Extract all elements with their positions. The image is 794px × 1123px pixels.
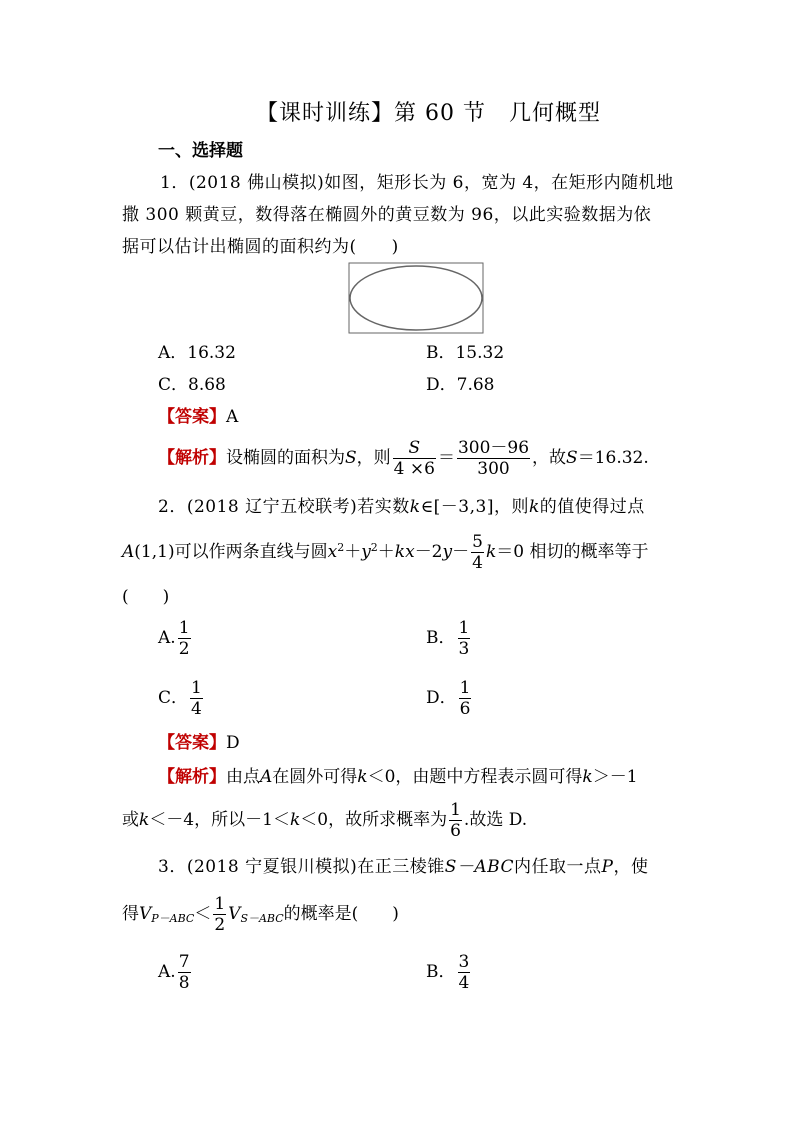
q1-line-2: 撒 300 颗黄豆，数得落在椭圆外的黄豆数为 96，以此实验数据为依 [122, 205, 652, 225]
subscript: P－ABC [151, 912, 195, 925]
operator: ＜ [194, 904, 212, 924]
option-label: A. [158, 628, 176, 648]
var-k: k [357, 767, 368, 787]
q3-text: 的概率是( ) [283, 904, 399, 924]
q1-option-b: B．15.32 [426, 343, 505, 363]
section-heading: 一、选择题 [158, 141, 243, 161]
q2-answer [158, 732, 240, 754]
q2-option-a [158, 616, 193, 660]
fraction-numerator: 300－96 [457, 438, 530, 458]
fraction-denominator: 6 [459, 699, 471, 719]
q3-line-2 [122, 892, 399, 936]
fraction-numerator: 5 [472, 532, 483, 552]
fraction [458, 618, 471, 659]
fraction-denominator: 2 [214, 915, 226, 935]
point-a: A [122, 542, 135, 562]
point-a: A [260, 767, 273, 787]
q2-text: (1,1)可以作两条直线与圆 [134, 542, 328, 562]
option-label: C． [158, 688, 189, 708]
q3-option-b [426, 950, 472, 994]
subscript: S－ABC [240, 912, 284, 925]
analysis-text: 设椭圆的面积为 [226, 448, 345, 468]
q2-option-d [426, 676, 473, 720]
var-k: k [289, 810, 301, 830]
fraction [178, 618, 191, 659]
fraction-numerator: 1 [459, 678, 471, 698]
q1-line-3: 据可以估计出椭圆的面积约为( ) [122, 237, 399, 257]
q1-option-a: A．16.32 [158, 343, 236, 363]
var-v: V [228, 904, 241, 924]
fraction-denominator: 300 [477, 459, 510, 479]
option-label: A. [158, 962, 176, 982]
fraction [190, 678, 203, 719]
var-k: k [139, 810, 150, 830]
var-k: k [528, 497, 540, 517]
option-label: B． [426, 628, 456, 648]
q3-option-a [158, 950, 193, 994]
fraction-numerator: 1 [214, 894, 226, 914]
option-label: D． [426, 688, 457, 708]
fraction-numerator: 7 [178, 952, 190, 972]
fraction-numerator: 1 [178, 618, 190, 638]
fraction-denominator: 3 [458, 639, 470, 659]
option-label: B． [426, 962, 456, 982]
q2-analysis-line-2 [122, 798, 527, 842]
q2-paren: ( ) [122, 587, 170, 607]
var-x: x [327, 542, 338, 562]
analysis-text: ，则 [356, 448, 391, 468]
q1-analysis [158, 438, 649, 479]
q2-text: ∈[－3,3]，则 [420, 497, 529, 517]
fraction-denominator: 4 ×6 [393, 459, 435, 479]
q3-text: 3．(2018 宁夏银川模拟)在正三棱锥 [158, 857, 445, 877]
fraction [458, 952, 471, 993]
answer-value: D [226, 733, 240, 753]
analysis-tag: 【解析】 [158, 448, 226, 468]
point-p: P [601, 857, 614, 877]
rectangle-outline [349, 263, 483, 333]
operator: －2 [414, 542, 443, 562]
analysis-text: ，故 [532, 448, 567, 468]
tetrahedron-label: S－ABC [444, 857, 514, 877]
fraction-numerator: 3 [458, 952, 470, 972]
analysis-text: 在圆外可得 [272, 767, 358, 787]
exponent: 2 [337, 541, 345, 554]
var-k: k [409, 497, 421, 517]
fraction [457, 438, 530, 479]
var-s: S [566, 448, 578, 468]
q2-text: 的值使得过点 [539, 497, 645, 517]
analysis-text: ＝16.32. [577, 448, 649, 468]
fraction-denominator: 8 [178, 973, 190, 993]
q2-analysis-line-1 [158, 766, 638, 788]
analysis-text: ＜0，故所求概率为 [300, 810, 448, 830]
q3-text: 得 [122, 904, 139, 924]
equals: ＝ [437, 448, 455, 468]
answer-tag: 【答案】 [158, 733, 226, 753]
fraction-denominator: 4 [191, 699, 202, 719]
var-k: k [485, 542, 497, 562]
operator: ＋ [377, 542, 395, 562]
analysis-tag: 【解析】 [158, 767, 226, 787]
q1-answer [158, 406, 238, 428]
q2-line-1 [158, 496, 645, 518]
fraction-numerator: S [393, 438, 436, 459]
q3-text: 内任取一点 [514, 857, 602, 877]
analysis-text: 或 [122, 810, 139, 830]
page-title: 【课时训练】第 60 节 几何概型 [256, 101, 601, 126]
var-kx: kx [394, 542, 415, 562]
q2-text: 2．(2018 辽宁五校联考)若实数 [158, 497, 410, 517]
var-v: V [139, 904, 152, 924]
fraction [459, 678, 472, 719]
q2-line-2 [122, 532, 649, 573]
var-y: y [361, 542, 371, 562]
fraction-numerator: 1 [450, 800, 461, 820]
operator: － [452, 542, 470, 562]
fraction-denominator: 6 [450, 821, 461, 841]
q3-line-1 [158, 856, 648, 878]
answer-tag: 【答案】 [158, 407, 226, 427]
fraction [471, 532, 484, 573]
fraction-denominator: 4 [472, 553, 483, 573]
fraction-numerator: 1 [458, 618, 470, 638]
q2-option-c [158, 676, 205, 720]
q1-line-1: 1．(2018 佛山模拟)如图，矩形长为 6，宽为 4，在矩形内随机地 [160, 173, 674, 193]
fraction-denominator: 2 [178, 639, 190, 659]
analysis-text: ＜0，由题中方程表示圆可得 [367, 767, 583, 787]
analysis-text: 由点 [226, 767, 260, 787]
fraction [449, 800, 462, 841]
answer-value: A [226, 407, 239, 427]
var-k: k [582, 767, 593, 787]
fraction [178, 952, 191, 993]
rectangle-ellipse-figure [348, 262, 484, 334]
fraction-denominator: 4 [458, 973, 470, 993]
q1-option-c: C．8.68 [158, 375, 226, 395]
q2-option-b [426, 616, 472, 660]
q3-text: ，使 [613, 857, 649, 877]
analysis-text: ＜－4，所以－1＜ [149, 810, 290, 830]
fraction [393, 438, 436, 479]
ellipse-outline [350, 266, 482, 330]
q1-option-d: D．7.68 [426, 375, 495, 395]
analysis-text: .故选 D. [463, 810, 528, 830]
fraction [213, 894, 226, 935]
exponent: 2 [370, 541, 378, 554]
q2-text: ＝0 相切的概率等于 [496, 542, 649, 562]
var-y: y [442, 542, 453, 562]
analysis-text: ＞－1 [592, 767, 638, 787]
operator: ＋ [344, 542, 362, 562]
fraction-numerator: 1 [191, 678, 202, 698]
var-s: S [345, 448, 357, 468]
